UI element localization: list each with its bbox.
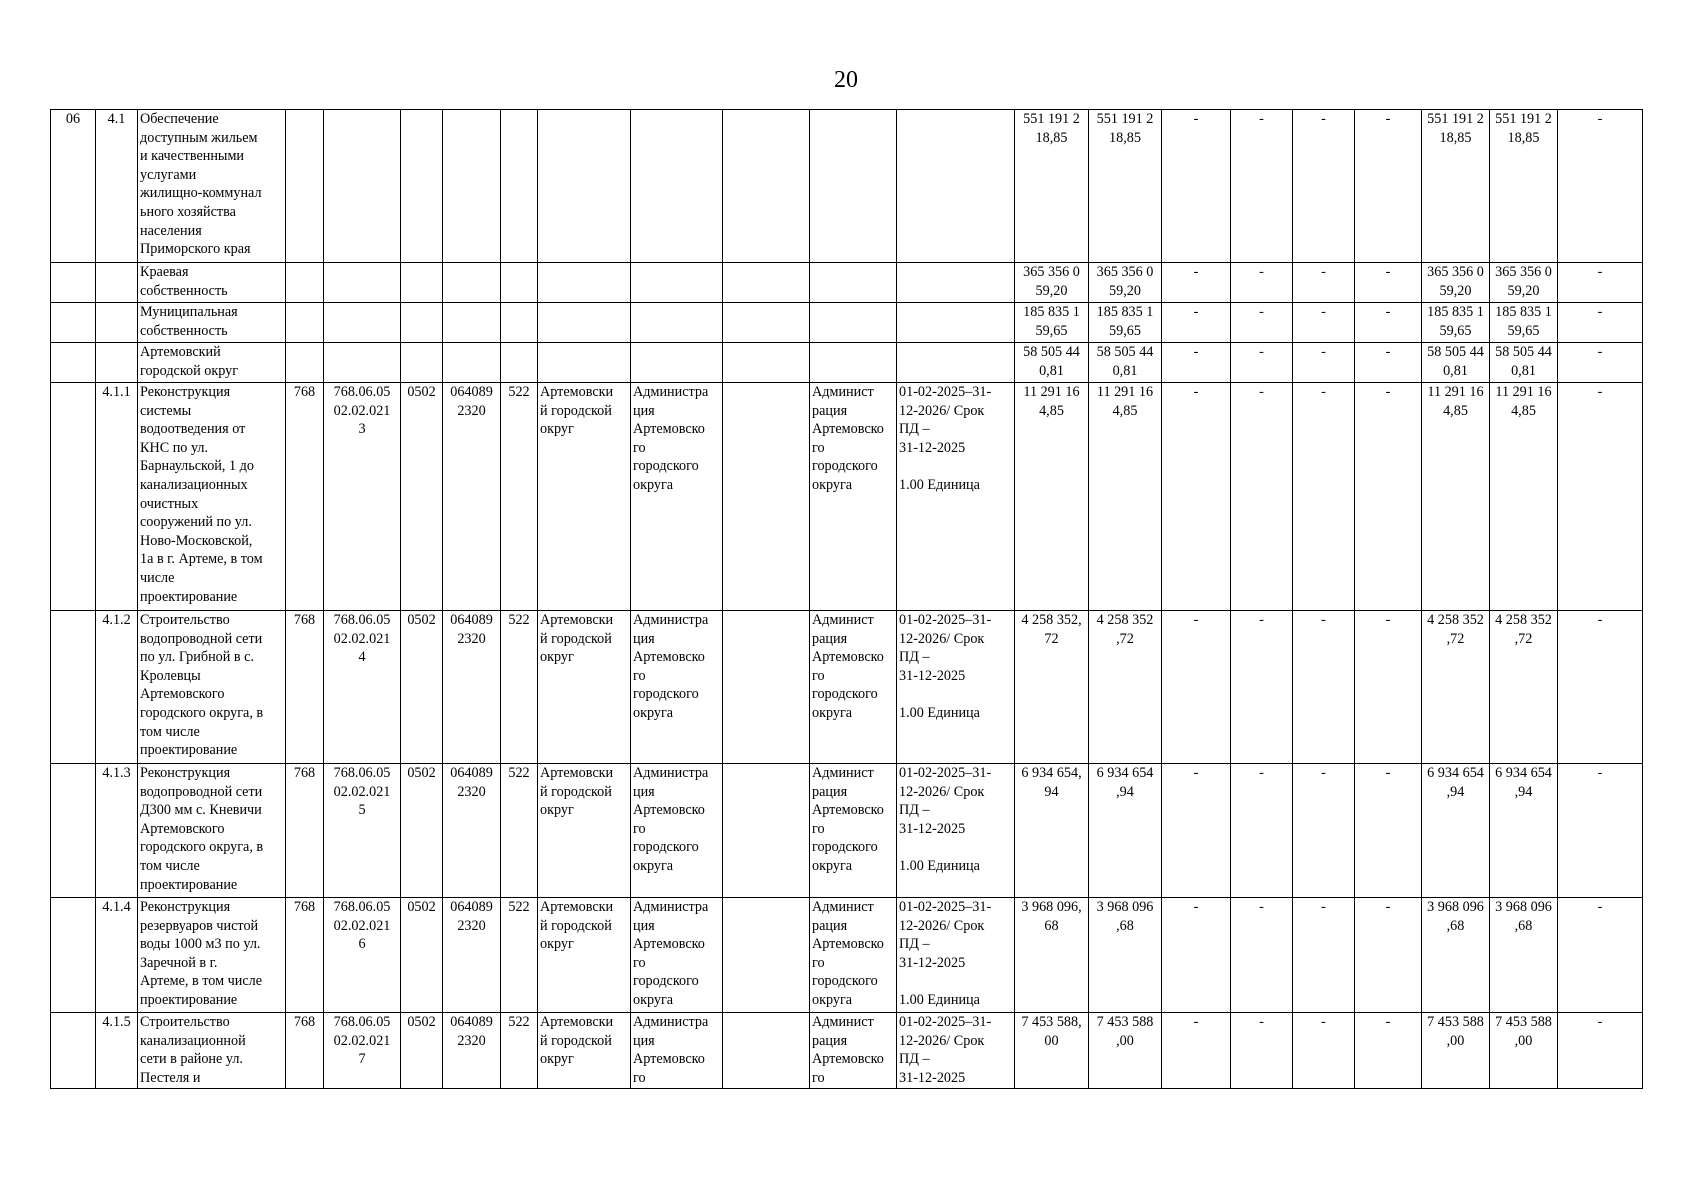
table-cell: 768 <box>286 383 324 611</box>
page-number: 20 <box>834 67 858 93</box>
table-cell <box>443 110 501 263</box>
table-cell: 768 <box>286 764 324 898</box>
table-cell <box>51 611 96 764</box>
table-cell: Артемовски й городской округ <box>538 898 631 1013</box>
table-cell <box>723 611 810 764</box>
table-cell <box>96 343 138 383</box>
table-cell <box>897 263 1015 303</box>
table-cell: 768.06.05 02.02.021 7 <box>324 1013 401 1089</box>
table-cell <box>51 343 96 383</box>
table-cell: Реконструкция водопроводной сети Д300 мм с. Кневичи Артемовского городского округа, в том числе проектирование <box>138 764 286 898</box>
table-cell: 4.1.4 <box>96 898 138 1013</box>
table-cell: 11 291 16 4,85 <box>1015 383 1089 611</box>
table-cell: - <box>1293 263 1355 303</box>
table-row <box>51 764 1643 898</box>
table-cell: - <box>1231 303 1293 343</box>
table-cell: 4.1.5 <box>96 1013 138 1089</box>
table-cell: - <box>1355 383 1422 611</box>
table-cell: - <box>1558 263 1643 303</box>
table-cell: 6 934 654, 94 <box>1015 764 1089 898</box>
table-cell: - <box>1558 898 1643 1013</box>
table-cell <box>51 263 96 303</box>
table-cell <box>538 263 631 303</box>
table-cell: Администра ция Артемовско го городского округа <box>631 898 723 1013</box>
table-cell <box>286 263 324 303</box>
table-cell: 3 968 096 ,68 <box>1422 898 1490 1013</box>
table-cell: 58 505 44 0,81 <box>1422 343 1490 383</box>
table-cell: 58 505 44 0,81 <box>1089 343 1162 383</box>
table-cell: 7 453 588 ,00 <box>1490 1013 1558 1089</box>
table-cell: 58 505 44 0,81 <box>1490 343 1558 383</box>
table-cell: Администра ция Артемовско го городского округа <box>631 611 723 764</box>
table-cell: Артемовски й городской округ <box>538 383 631 611</box>
table-cell <box>631 110 723 263</box>
table-cell: - <box>1355 343 1422 383</box>
table-cell <box>723 383 810 611</box>
table-cell: - <box>1558 110 1643 263</box>
table-cell <box>538 343 631 383</box>
table-cell: 4 258 352 ,72 <box>1089 611 1162 764</box>
table-cell: 064089 2320 <box>443 383 501 611</box>
table-cell <box>501 303 538 343</box>
table-cell: - <box>1162 343 1231 383</box>
table-row <box>51 1013 1643 1089</box>
table-cell: - <box>1162 303 1231 343</box>
table-cell: 7 453 588, 00 <box>1015 1013 1089 1089</box>
table-cell <box>723 110 810 263</box>
table-cell: Обеспечение доступным жильем и качественными услугами жилищно-коммунал ьного хозяйства населения Приморского края <box>138 110 286 263</box>
table-cell: Админист рация Артемовско го городского округа <box>810 611 897 764</box>
table-cell: 768 <box>286 1013 324 1089</box>
table-cell: 365 356 0 59,20 <box>1422 263 1490 303</box>
table-cell: Реконструкция резервуаров чистой воды 1000 м3 по ул. Заречной в г. Артеме, в том числе проектирование <box>138 898 286 1013</box>
table-cell <box>723 1013 810 1089</box>
table-cell <box>51 383 96 611</box>
table-cell <box>51 303 96 343</box>
table-cell: Админист рация Артемовско го городского округа <box>810 764 897 898</box>
table-cell: 4.1.1 <box>96 383 138 611</box>
table-cell: Артемовски й городской округ <box>538 764 631 898</box>
table-cell: - <box>1231 343 1293 383</box>
table-cell <box>286 110 324 263</box>
table-cell: 7 453 588 ,00 <box>1089 1013 1162 1089</box>
table-cell <box>723 303 810 343</box>
table-cell: 6 934 654 ,94 <box>1089 764 1162 898</box>
table-cell: 11 291 16 4,85 <box>1422 383 1490 611</box>
table-cell: 11 291 16 4,85 <box>1089 383 1162 611</box>
table-cell: 064089 2320 <box>443 611 501 764</box>
table-cell: 01-02-2025–31- 12-2026/ Срок ПД – 31-12-2025 1.00 Единица <box>897 383 1015 611</box>
table-cell <box>443 263 501 303</box>
table-cell: - <box>1558 1013 1643 1089</box>
table-cell: - <box>1293 898 1355 1013</box>
table-cell: 551 191 2 18,85 <box>1490 110 1558 263</box>
table-cell <box>723 343 810 383</box>
table-cell: Админист рация Артемовско го <box>810 1013 897 1089</box>
table-cell: - <box>1355 764 1422 898</box>
table-cell: - <box>1355 263 1422 303</box>
table-cell: 185 835 1 59,65 <box>1490 303 1558 343</box>
table-cell: - <box>1231 383 1293 611</box>
table-row <box>51 343 1643 383</box>
table-cell: 0502 <box>401 1013 443 1089</box>
table-cell: Реконструкция системы водоотведения от КНС по ул. Барнаульской, 1 до канализационных очистных сооружений по ул. Ново-Московской, 1а в г. Артеме, в том числе проектирование <box>138 383 286 611</box>
table-cell <box>324 303 401 343</box>
table-cell: 11 291 16 4,85 <box>1490 383 1558 611</box>
table-cell: 3 968 096, 68 <box>1015 898 1089 1013</box>
table-cell <box>401 303 443 343</box>
table-cell: Артемовски й городской округ <box>538 1013 631 1089</box>
table-cell: 01-02-2025–31- 12-2026/ Срок ПД – 31-12-2025 1.00 Единица <box>897 898 1015 1013</box>
table-cell: Администра ция Артемовско го городского округа <box>631 764 723 898</box>
table-cell: - <box>1293 383 1355 611</box>
table-cell: Краевая собственность <box>138 263 286 303</box>
table-cell: - <box>1162 764 1231 898</box>
table-cell: 522 <box>501 764 538 898</box>
table-cell: 7 453 588 ,00 <box>1422 1013 1490 1089</box>
table-cell: Строительство канализационной сети в районе ул. Пестеля и <box>138 1013 286 1089</box>
table-row <box>51 263 1643 303</box>
table-cell <box>401 343 443 383</box>
table-cell: 185 835 1 59,65 <box>1089 303 1162 343</box>
table-cell: - <box>1355 611 1422 764</box>
table-cell: 522 <box>501 1013 538 1089</box>
table-cell <box>51 764 96 898</box>
table-cell: 768.06.05 02.02.021 5 <box>324 764 401 898</box>
table-cell: 58 505 44 0,81 <box>1015 343 1089 383</box>
table-cell: Администра ция Артемовско го городского округа <box>631 383 723 611</box>
table-cell: 3 968 096 ,68 <box>1089 898 1162 1013</box>
table-cell: - <box>1558 764 1643 898</box>
table-cell <box>723 263 810 303</box>
table-row <box>51 611 1643 764</box>
table-cell <box>538 303 631 343</box>
table-cell: 6 934 654 ,94 <box>1490 764 1558 898</box>
table-cell: Строительство водопроводной сети по ул. Грибной в с. Кролевцы Артемовского городского округа, в том числе проектирование <box>138 611 286 764</box>
table-cell: - <box>1162 898 1231 1013</box>
table-cell <box>443 343 501 383</box>
table-cell <box>810 263 897 303</box>
table-cell <box>723 898 810 1013</box>
table-row <box>51 303 1643 343</box>
table-cell <box>723 764 810 898</box>
table-cell: Админист рация Артемовско го городского округа <box>810 383 897 611</box>
table-cell: - <box>1293 1013 1355 1089</box>
table-cell: 4 258 352 ,72 <box>1422 611 1490 764</box>
table-cell: 4 258 352 ,72 <box>1490 611 1558 764</box>
table-cell <box>897 303 1015 343</box>
table-cell: - <box>1293 110 1355 263</box>
table-cell: - <box>1231 898 1293 1013</box>
table-cell: 551 191 2 18,85 <box>1089 110 1162 263</box>
table-cell: 01-02-2025–31- 12-2026/ Срок ПД – 31-12-2025 <box>897 1013 1015 1089</box>
table-cell: Муниципальная собственность <box>138 303 286 343</box>
table-cell <box>401 110 443 263</box>
table-cell <box>401 263 443 303</box>
table-cell <box>501 263 538 303</box>
table-cell: Артемовски й городской округ <box>538 611 631 764</box>
table-cell <box>501 343 538 383</box>
table-cell <box>286 343 324 383</box>
table-cell <box>897 110 1015 263</box>
table-cell <box>51 898 96 1013</box>
table-cell: - <box>1355 1013 1422 1089</box>
table-cell: - <box>1293 764 1355 898</box>
table-cell: - <box>1355 303 1422 343</box>
table-cell: - <box>1558 303 1643 343</box>
table-cell <box>810 303 897 343</box>
table-cell: 768 <box>286 611 324 764</box>
table-cell <box>538 110 631 263</box>
table-cell <box>324 110 401 263</box>
table-cell: Артемовский городской округ <box>138 343 286 383</box>
table-cell: - <box>1162 1013 1231 1089</box>
table-cell: 064089 2320 <box>443 898 501 1013</box>
table-cell: 0502 <box>401 764 443 898</box>
table-cell: - <box>1293 611 1355 764</box>
table-cell: 01-02-2025–31- 12-2026/ Срок ПД – 31-12-2025 1.00 Единица <box>897 611 1015 764</box>
table-cell: - <box>1355 898 1422 1013</box>
table-cell <box>810 110 897 263</box>
table-cell <box>286 303 324 343</box>
table-cell: Администра ция Артемовско го <box>631 1013 723 1089</box>
table-cell <box>631 263 723 303</box>
table-cell <box>96 303 138 343</box>
table-cell: 064089 2320 <box>443 1013 501 1089</box>
table-cell: - <box>1231 110 1293 263</box>
table-cell: 365 356 0 59,20 <box>1490 263 1558 303</box>
table-cell: - <box>1293 303 1355 343</box>
table-cell: - <box>1231 1013 1293 1089</box>
table-cell: - <box>1162 611 1231 764</box>
table-cell: 4.1.3 <box>96 764 138 898</box>
table-cell: 768.06.05 02.02.021 3 <box>324 383 401 611</box>
table-cell: 185 835 1 59,65 <box>1422 303 1490 343</box>
table-cell: - <box>1231 764 1293 898</box>
table-cell <box>443 303 501 343</box>
budget-table <box>50 109 1643 1089</box>
table-cell: - <box>1293 343 1355 383</box>
table-cell <box>324 263 401 303</box>
table-cell: - <box>1231 263 1293 303</box>
table-cell <box>501 110 538 263</box>
table-row <box>51 110 1643 263</box>
table-cell: 365 356 0 59,20 <box>1089 263 1162 303</box>
table-cell: 768.06.05 02.02.021 4 <box>324 611 401 764</box>
table-cell: 4.1 <box>96 110 138 263</box>
table-cell: Админист рация Артемовско го городского округа <box>810 898 897 1013</box>
table-cell: 768.06.05 02.02.021 6 <box>324 898 401 1013</box>
table-cell <box>631 343 723 383</box>
table-cell: 4.1.2 <box>96 611 138 764</box>
table-cell: - <box>1231 611 1293 764</box>
table-cell: 064089 2320 <box>443 764 501 898</box>
table-cell: 0502 <box>401 611 443 764</box>
table-cell: 522 <box>501 898 538 1013</box>
table-cell: 4 258 352, 72 <box>1015 611 1089 764</box>
table-cell: - <box>1558 383 1643 611</box>
table-cell: 522 <box>501 611 538 764</box>
table-cell: - <box>1355 110 1422 263</box>
table-cell: 01-02-2025–31- 12-2026/ Срок ПД – 31-12-2025 1.00 Единица <box>897 764 1015 898</box>
table-cell: 0502 <box>401 383 443 611</box>
table-cell: 185 835 1 59,65 <box>1015 303 1089 343</box>
table-cell <box>324 343 401 383</box>
table-cell: 522 <box>501 383 538 611</box>
table-cell: 6 934 654 ,94 <box>1422 764 1490 898</box>
table-cell: - <box>1558 343 1643 383</box>
table-cell: 551 191 2 18,85 <box>1015 110 1089 263</box>
table-cell: - <box>1162 383 1231 611</box>
table-row <box>51 898 1643 1013</box>
table-cell: - <box>1162 263 1231 303</box>
table-cell <box>897 343 1015 383</box>
table-cell: 06 <box>51 110 96 263</box>
table-body <box>51 110 1643 1089</box>
table-cell: 551 191 2 18,85 <box>1422 110 1490 263</box>
table-cell: - <box>1162 110 1231 263</box>
table-cell: 768 <box>286 898 324 1013</box>
table-cell <box>810 343 897 383</box>
table-cell: - <box>1558 611 1643 764</box>
table-cell: 365 356 0 59,20 <box>1015 263 1089 303</box>
table-cell <box>51 1013 96 1089</box>
table-row <box>51 383 1643 611</box>
table-cell <box>631 303 723 343</box>
table-cell: 3 968 096 ,68 <box>1490 898 1558 1013</box>
table-cell: 0502 <box>401 898 443 1013</box>
table-cell <box>96 263 138 303</box>
